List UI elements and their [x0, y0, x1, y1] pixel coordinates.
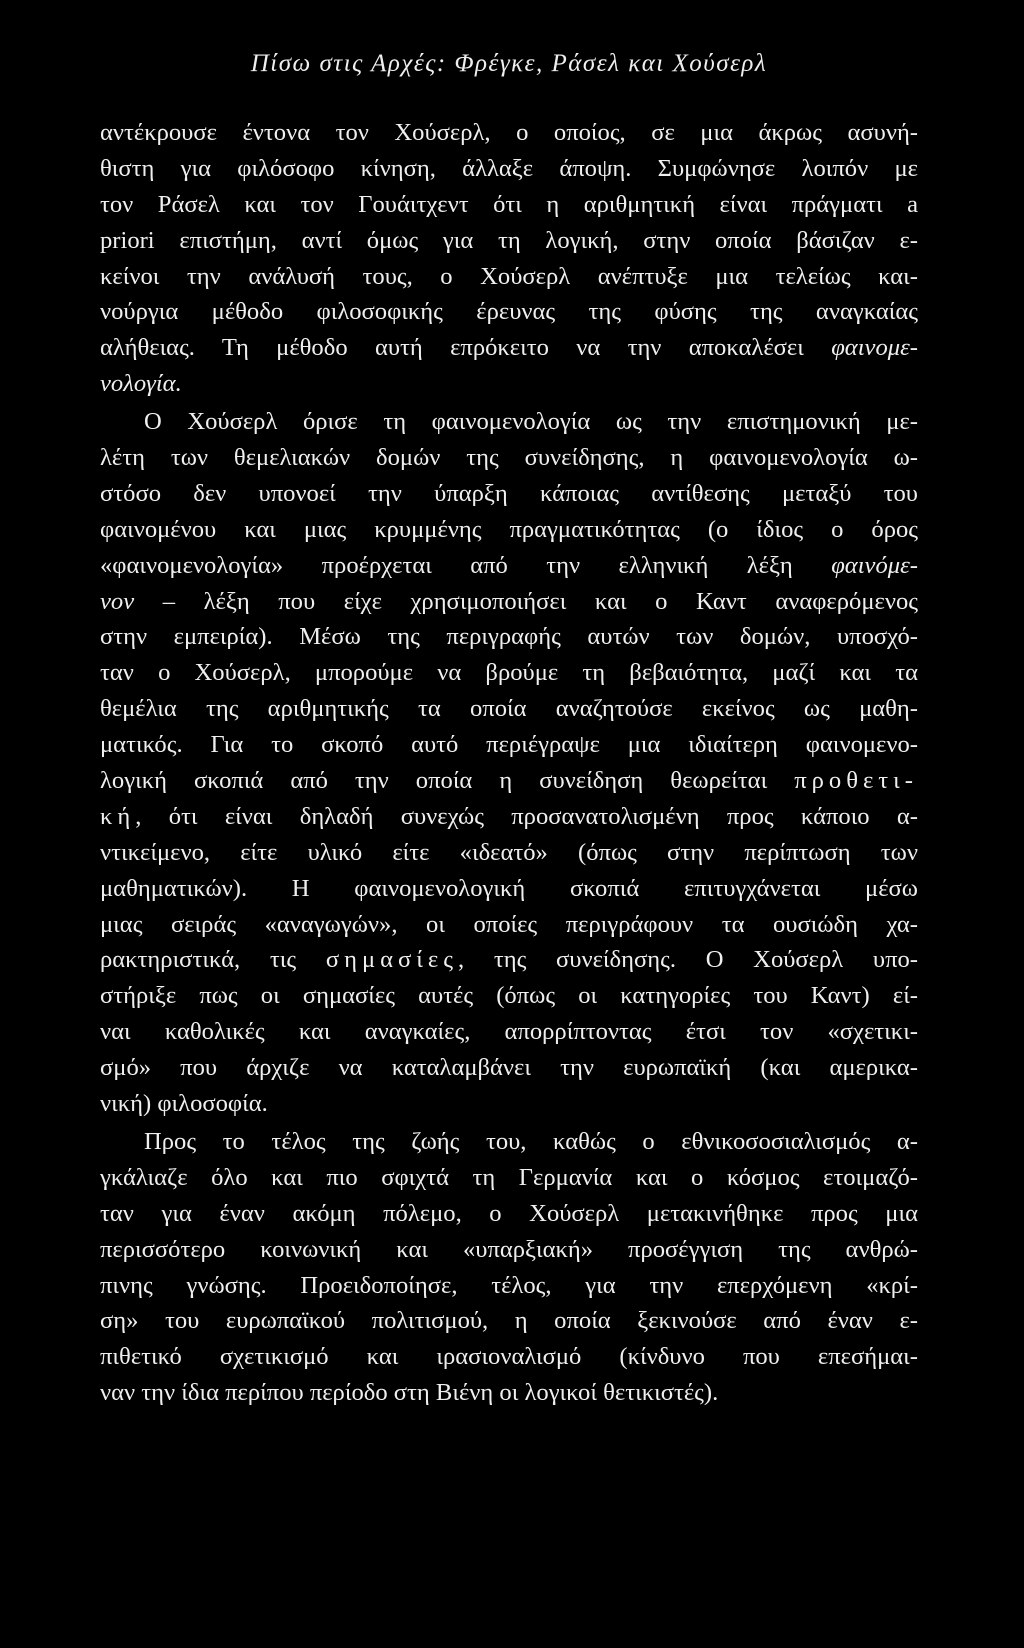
text-segment: κείνοι την ανάλυσή τους, ο Χούσερλ ανέπτυξε μια τελείως και-	[100, 262, 918, 290]
text-line	[100, 727, 918, 763]
text-line	[100, 691, 918, 727]
text-segment: Προς το τέλος της ζωής του, καθώς ο εθνικοσοσιαλισμός α-	[144, 1127, 918, 1155]
spaced-emphasis-text: κή	[100, 802, 136, 830]
text-segment: «φαινομενολογία» προέρχεται από την ελληνική λέξη	[100, 551, 832, 579]
text-line	[100, 1375, 918, 1411]
text-line	[100, 1232, 918, 1268]
text-line	[100, 907, 918, 943]
text-segment: – λέξη που είχε χρησιμοποιήσει και ο Καντ αναφερόμενος	[134, 587, 918, 615]
text-segment: λέτη των θεμελιακών δομών της συνείδησης, η φαινομενολογία ω-	[100, 444, 918, 472]
paragraph	[100, 404, 918, 1122]
text-line	[100, 223, 918, 259]
text-segment: πιθετικό σχετικισμό και ιρασιοναλισμό (κίνδυνο που επεσήμαι-	[100, 1343, 918, 1371]
text-segment: μιας σειράς «αναγωγών», οι οποίες περιγράφουν τα ουσιώδη χα-	[100, 910, 918, 938]
text-line	[100, 1050, 918, 1086]
text-line	[100, 1268, 918, 1304]
text-segment: ναι καθολικές και αναγκαίες, απορρίπτοντας έτσι τον «σχετικι-	[100, 1018, 918, 1046]
text-line	[100, 1086, 918, 1122]
text-segment: , ότι είναι δηλαδή συνεχώς προσανατολισμένη προς κάποιο α-	[135, 802, 918, 830]
text-segment: , της συνείδησης. Ο Χούσερλ υπο-	[457, 946, 918, 974]
italic-text: φαινόμε-	[831, 551, 918, 579]
text-line	[100, 619, 918, 655]
text-segment: νική) φιλοσοφία.	[100, 1090, 268, 1118]
text-line	[100, 548, 918, 584]
paragraph	[100, 115, 918, 402]
text-line	[100, 1124, 918, 1160]
text-segment: γκάλιαζε όλο και πιο σφιχτά τη Γερμανία και ο κόσμος ετοιμαζό-	[100, 1163, 918, 1191]
text-line	[100, 1014, 918, 1050]
text-segment: στόσο δεν υπονοεί την ύπαρξη κάποιας αντίθεσης μεταξύ του	[100, 479, 918, 507]
text-line	[100, 187, 918, 223]
text-line	[100, 1196, 918, 1232]
text-segment: στήριξε πως οι σημασίες αυτές (όπως οι κατηγορίες του Καντ) εί-	[100, 982, 918, 1010]
paragraph	[100, 1124, 918, 1411]
text-line	[100, 763, 918, 799]
text-line	[100, 1160, 918, 1196]
text-line	[100, 799, 918, 835]
text-segment: θεμέλια της αριθμητικής τα οποία αναζητούσε εκείνος ως μαθη-	[100, 695, 918, 723]
text-line	[100, 978, 918, 1014]
text-line	[100, 1339, 918, 1375]
spaced-emphasis-text: προθετι-	[794, 767, 918, 795]
italic-text: φαινομε-	[831, 334, 918, 362]
text-segment: ναν την ίδια περίπου περίοδο στη Βιένη οι λογικοί θετικιστές).	[100, 1379, 719, 1407]
text-segment: πινης γνώσης. Προειδοποίησε, τέλος, για την επερχόμενη «κρί-	[100, 1271, 918, 1299]
text-line	[100, 115, 918, 151]
text-segment: ρακτηριστικά, τις	[100, 946, 326, 974]
text-segment: μαθηματικών). Η φαινομενολογική σκοπιά επιτυγχάνεται μέσω	[100, 874, 918, 902]
text-line	[100, 440, 918, 476]
text-line	[100, 1303, 918, 1339]
text-segment: λογική σκοπιά από την οποία η συνείδηση θεωρείται	[100, 767, 795, 795]
italic-text: νον	[100, 587, 135, 615]
text-line	[100, 584, 918, 620]
text-line	[100, 512, 918, 548]
text-line	[100, 259, 918, 295]
text-segment: Ο Χούσερλ όρισε τη φαινομενολογία ως την επιστημονική με-	[144, 408, 918, 436]
text-segment: περισσότερο κοινωνική και «υπαρξιακή» προσέγγιση της ανθρώ-	[100, 1235, 918, 1263]
running-head: Πίσω στις Αρχές: Φρέγκε, Ράσελ και Χούσερλ	[250, 50, 768, 77]
text-line	[100, 366, 918, 402]
text-segment: ταν ο Χούσερλ, μπορούμε να βρούμε τη βεβαιότητα, μαζί και τα	[100, 659, 918, 687]
text-segment: priori επιστήμη, αντί όμως για τη λογική, στην οποία βάσιζαν ε-	[100, 226, 918, 254]
text-line	[100, 330, 918, 366]
spaced-emphasis-text: σημασίες	[325, 946, 458, 974]
text-segment: φαινομένου και μιας κρυμμένης πραγματικότητας (ο ίδιος ο όρος	[100, 515, 918, 543]
text-line	[100, 476, 918, 512]
text-line	[100, 835, 918, 871]
text-line	[100, 655, 918, 691]
text-segment: νούργια μέθοδο φιλοσοφικής έρευνας της φύσης της αναγκαίας	[100, 298, 918, 326]
text-line	[100, 942, 918, 978]
text-line	[100, 871, 918, 907]
text-segment: ση» του ευρωπαϊκού πολιτισμού, η οποία ξεκινούσε από έναν ε-	[100, 1307, 918, 1335]
text-segment: θιστη για φιλόσοφο κίνηση, άλλαξε άποψη. Συμφώνησε λοιπόν με	[100, 154, 918, 182]
text-segment: αντέκρουσε έντονα τον Χούσερλ, ο οποίος, σε μια άκρως ασυνή-	[100, 119, 918, 146]
text-line	[100, 151, 918, 187]
text-segment: ταν για έναν ακόμη πόλεμο, ο Χούσερλ μετακινήθηκε προς μια	[100, 1199, 918, 1227]
text-line	[100, 404, 918, 440]
text-segment: τον Ράσελ και τον Γουάιτχεντ ότι η αριθμητική είναι πράγματι a	[100, 190, 918, 218]
text-segment: ματικός. Για το σκοπό αυτό περιέγραψε μια ιδιαίτερη φαινομενο-	[100, 731, 918, 759]
italic-text: νολογία.	[100, 370, 182, 398]
text-segment: αλήθειας. Τη μέθοδο αυτή επρόκειτο να την αποκαλέσει	[100, 334, 832, 362]
text-line	[100, 294, 918, 330]
text-segment: στην εμπειρία). Μέσω της περιγραφής αυτών των δομών, υποσχό-	[100, 623, 918, 651]
body-text	[100, 115, 918, 1411]
text-segment: σμό» που άρχιζε να καταλαμβάνει την ευρωπαϊκή (και αμερικα-	[100, 1054, 918, 1082]
text-segment: ντικείμενο, είτε υλικό είτε «ιδεατό» (όπως στην περίπτωση των	[100, 838, 918, 866]
